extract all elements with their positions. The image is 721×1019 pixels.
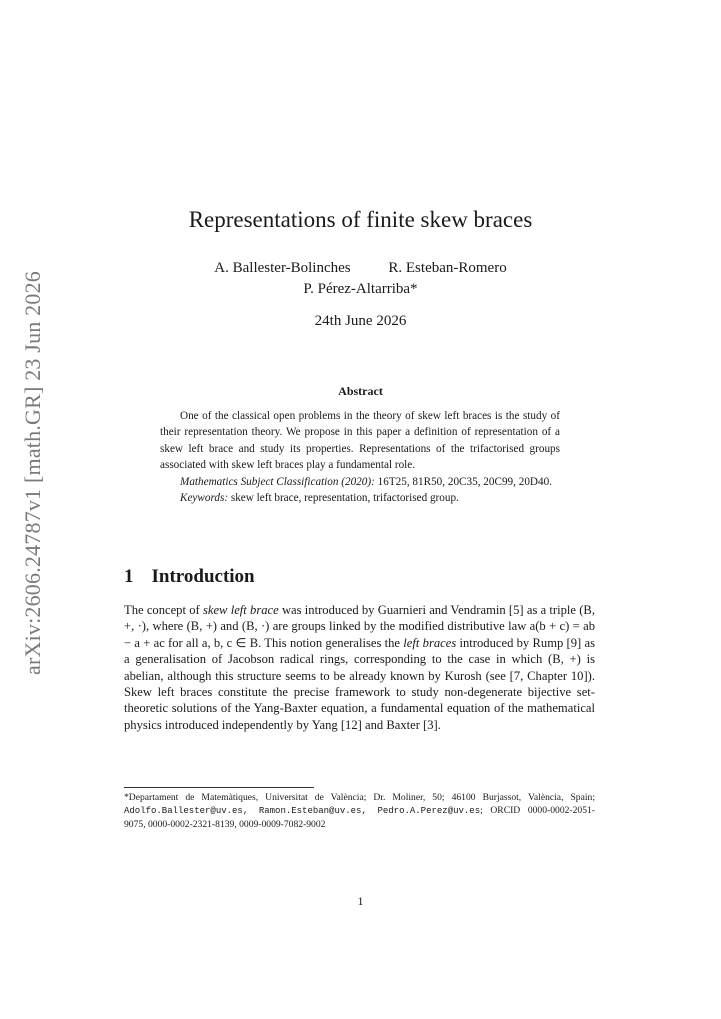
intro-text-1: The concept of	[124, 603, 203, 617]
abstract-body	[160, 408, 560, 506]
keywords-line	[160, 490, 560, 506]
keywords-label: Keywords:	[180, 492, 229, 505]
section-number: 1	[124, 566, 134, 587]
introduction-paragraph	[124, 602, 595, 733]
keywords-value: skew left brace, representation, trifactorised group.	[230, 492, 459, 505]
author-block	[0, 258, 721, 300]
msc-value: 16T25, 81R50, 20C35, 20C99, 20D40.	[377, 475, 552, 488]
intro-emphasis-2: left braces	[403, 635, 457, 650]
section-heading	[124, 566, 255, 588]
footnote-emails: Adolfo.Ballester@uv.es, Ramon.Esteban@uv.es, Pedro.A.Perez@uv.es	[124, 806, 481, 816]
affiliation-footnote	[124, 791, 595, 831]
footnote-text-1: *Departament de Matemàtiques, Universitat de València; Dr. Moliner, 50; 46100 Burjassot, València, Spain;	[124, 792, 595, 803]
author-3: P. Pérez-Altarriba*	[303, 281, 418, 297]
intro-text-2: was introduced by Guarnieri and Vendramin [5] as a triple (B, +, ·), where (B, +) and (B, ·) are groups linked by the modified distributive law a(b + c) = ab − a + ac for all a, b, c ∈ B. This notion generalises the	[124, 603, 595, 650]
page-number: 1	[357, 894, 364, 908]
footnote-text-2: ; ORCID 0000-0002-2051-9075, 0000-0002-2321-8139, 0009-0009-7082-9002	[124, 805, 595, 830]
author-1: A. Ballester-Bolinches	[214, 260, 351, 276]
section-title: Introduction	[151, 566, 255, 587]
paper-title: Representations of finite skew braces	[188, 207, 533, 232]
abstract-heading: Abstract	[338, 384, 383, 398]
paper-date: 24th June 2026	[314, 313, 407, 329]
footnote-rule	[124, 787, 314, 788]
abstract-text: One of the classical open problems in the theory of skew left braces is the study of their representation theory. We propose in this paper a definition of representation of a skew left brace and study its properties. Representations of the trifactorised groups associated with skew left braces play a fundamental role.	[160, 410, 560, 472]
author-2: R. Esteban-Romero	[388, 260, 507, 276]
msc-label: Mathematics Subject Classification (2020):	[180, 475, 375, 488]
intro-text-3: introduced by Rump [9] as a generalisation of Jacobson radical rings, corresponding to the case in which (B, +) is abelian, although this structure seems to be already known by Kurosh (see [7, Chapter 10]). Skew left braces constitute the precise framework to study non-degenerate bijective set-theoretic solutions of the Yang-Baxter equation, a fundamental equation of the mathematical physics introduced independently by Yang [12] and Baxter [3].	[124, 635, 596, 732]
arxiv-identifier: arXiv:2606.24787v1 [math.GR] 23 Jun 2026	[20, 271, 45, 675]
msc-line	[160, 474, 560, 490]
intro-emphasis-1: skew left brace	[202, 603, 279, 617]
